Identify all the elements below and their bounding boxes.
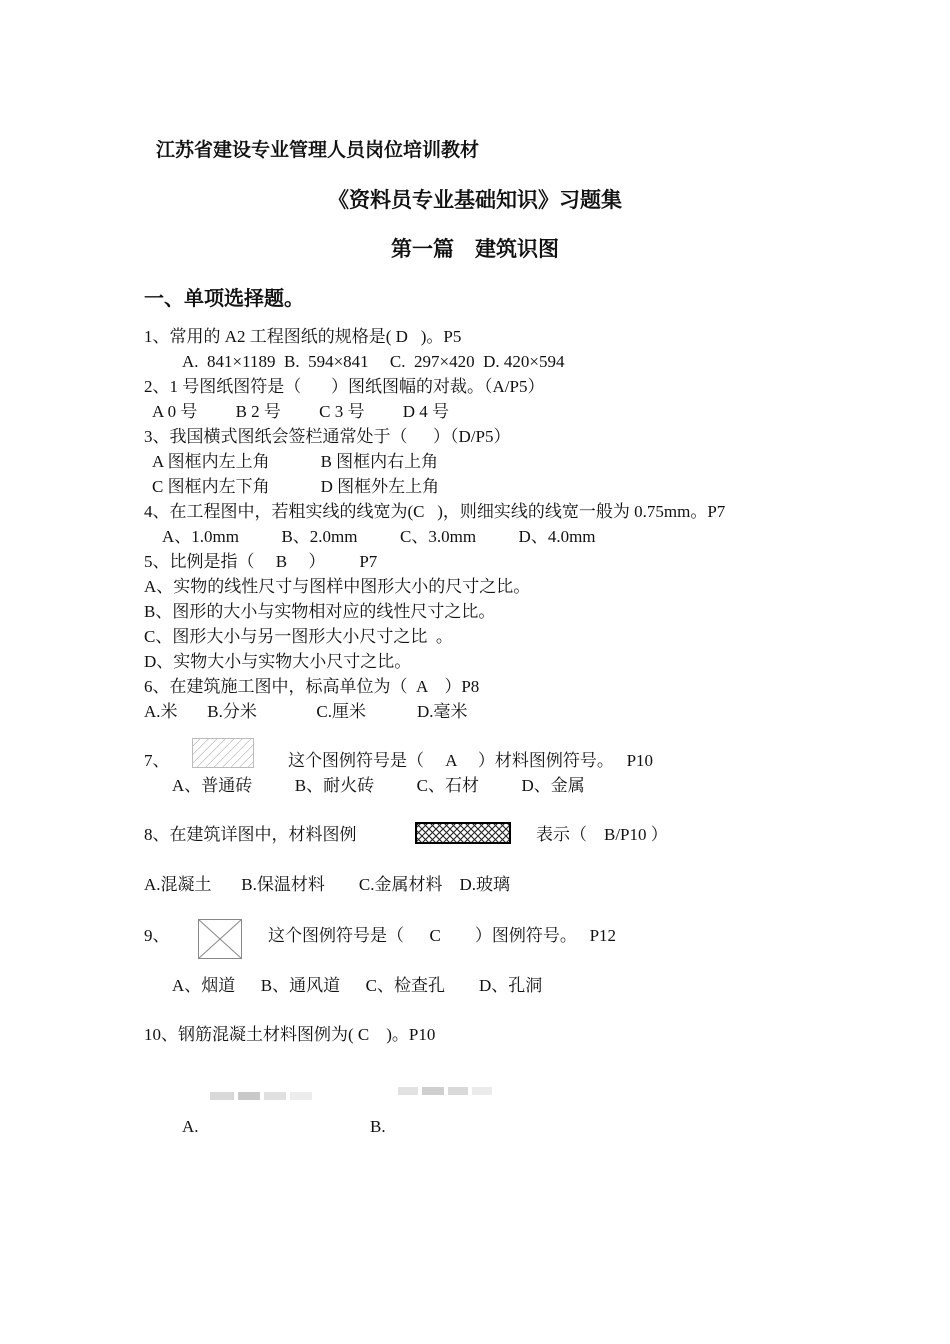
question-5-option-d: D、实物大小与实物大小尺寸之比。 <box>144 652 412 671</box>
question-4-stem: 4、在工程图中，若粗实线的线宽为(C )，则细实线的线宽一般为 0.75mm。P7 <box>144 502 726 521</box>
question-7-options: A、普通砖 B、耐火砖 C、石材 D、金属 <box>172 776 585 795</box>
question-7-number: 7、 <box>144 751 170 770</box>
question-10-stem: 10、钢筋混凝土材料图例为( C )。P10 <box>144 1025 436 1044</box>
question-8-stem-prefix: 8、在建筑详图中，材料图例 <box>144 825 357 844</box>
question-5-stem: 5、比例是指（ B ） P7 <box>144 552 378 571</box>
question-9-stem: 这个图例符号是（ C ）图例符号。 P12 <box>268 926 617 945</box>
question-5-option-a: A、实物的线性尺寸与图样中图形大小的尺寸之比。 <box>144 577 531 596</box>
question-8-options: A.混凝土 B.保温材料 C.金属材料 D.玻璃 <box>144 875 510 894</box>
crosshatch-legend-symbol <box>415 822 511 844</box>
question-3-options-cd: C 图框内左下角 D 图框外左上角 <box>152 477 440 496</box>
hatch-legend-symbol <box>192 738 254 768</box>
question-3-stem: 3、我国横式图纸会签栏通常处于（ ）（D/P5） <box>144 427 511 446</box>
doc-subtitle: 江苏省建设专业管理人员岗位培训教材 <box>156 140 480 161</box>
question-7-stem: 这个图例符号是（ A ）材料图例符号。 P10 <box>288 751 654 770</box>
section-heading: 一、单项选择题。 <box>144 288 304 310</box>
question-10-label-b: B. <box>370 1117 386 1136</box>
question-3-options-ab: A 图框内左上角 B 图框内右上角 <box>152 452 439 471</box>
rc-legend-option-b <box>398 1087 494 1095</box>
doc-title: 《资料员专业基础知识》习题集 <box>328 188 622 212</box>
question-6-options: A.米 B.分米 C.厘米 D.毫米 <box>144 702 468 721</box>
question-1-stem: 1、常用的 A2 工程图纸的规格是( D )。P5 <box>144 327 462 346</box>
question-9-options: A、烟道 B、通风道 C、检查孔 D、孔洞 <box>172 976 543 995</box>
question-8-stem-suffix: 表示（ B/P10 ） <box>536 825 668 844</box>
question-2-stem: 2、1 号图纸图符是（ ）图纸图幅的对裁。（A/P5） <box>144 377 545 396</box>
question-2-options: A 0 号 B 2 号 C 3 号 D 4 号 <box>152 402 450 421</box>
question-4-options: A、1.0mm B、2.0mm C、3.0mm D、4.0mm <box>162 527 596 546</box>
crossed-box-legend-symbol <box>198 919 242 959</box>
question-1-options: A. 841×1189 B. 594×841 C. 297×420 D. 420×594 <box>182 352 565 371</box>
question-5-option-c: C、图形大小与另一图形大小尺寸之比 。 <box>144 627 453 646</box>
question-6-stem: 6、在建筑施工图中，标高单位为（ A ）P8 <box>144 677 480 696</box>
rc-legend-option-a <box>210 1092 314 1100</box>
question-5-option-b: B、图形的大小与实物相对应的线性尺寸之比。 <box>144 602 496 621</box>
chapter-title: 第一篇 建筑识图 <box>391 237 559 261</box>
question-10-label-a: A. <box>182 1117 199 1136</box>
question-9-number: 9、 <box>144 926 170 945</box>
